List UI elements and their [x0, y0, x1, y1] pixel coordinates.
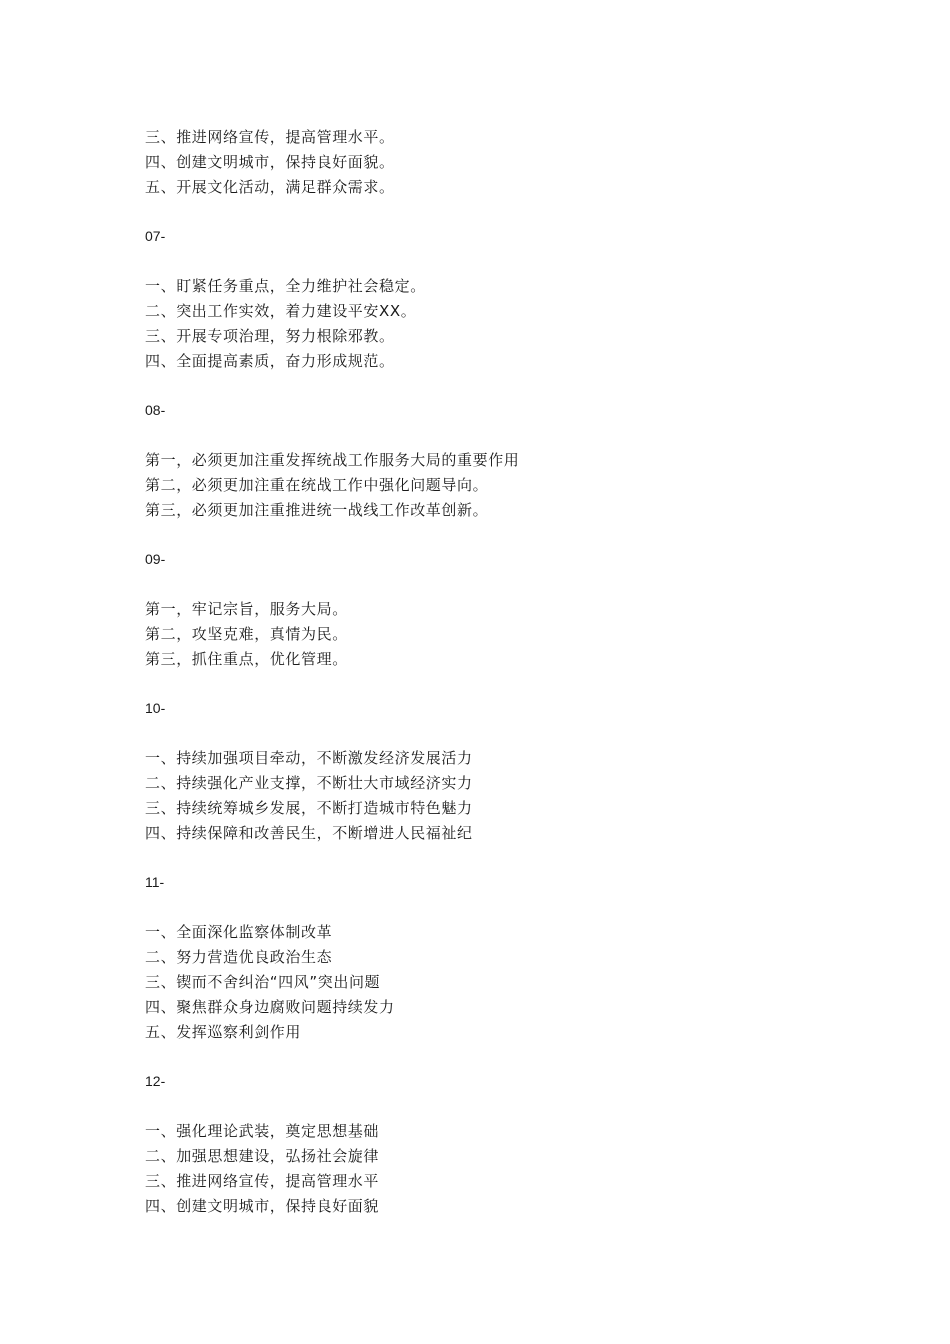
list-item: 三、锲而不舍纠治“四风”突出问题 — [145, 973, 381, 991]
list-item: 三、推进网络宣传，提高管理水平 — [145, 1172, 380, 1190]
list-item: 四、持续保障和改善民生，不断增进人民福祉纪 — [145, 824, 473, 842]
list-item: 二、加强思想建设，弘扬社会旋律 — [145, 1147, 380, 1165]
list-item: 第二，攻坚克难，真情为民。 — [145, 625, 348, 643]
list-item: 一、持续加强项目牵动，不断激发经济发展活力 — [145, 749, 473, 767]
section-heading: 09- — [145, 551, 166, 567]
list-item: 第一，必须更加注重发挥统战工作服务大局的重要作用 — [145, 451, 520, 469]
list-item: 四、创建文明城市，保持良好面貌 — [145, 1197, 380, 1215]
list-item: 一、全面深化监察体制改革 — [145, 923, 333, 941]
list-item: 第三，必须更加注重推进统一战线工作改革创新。 — [145, 501, 489, 519]
list-item: 三、推进网络宣传，提高管理水平。 — [145, 128, 395, 146]
list-item: 四、创建文明城市，保持良好面貌。 — [145, 153, 395, 171]
list-item: 二、突出工作实效，着力建设平安XX。 — [145, 302, 417, 320]
section-heading: 12- — [145, 1073, 166, 1089]
list-item: 二、持续强化产业支撑，不断壮大市域经济实力 — [145, 774, 473, 792]
section-heading: 10- — [145, 700, 166, 716]
list-item: 第三，抓住重点，优化管理。 — [145, 650, 348, 668]
list-item: 三、持续统筹城乡发展，不断打造城市特色魅力 — [145, 799, 473, 817]
section-heading: 07- — [145, 228, 166, 244]
list-item: 四、全面提高素质，奋力形成规范。 — [145, 352, 395, 370]
section-heading: 11- — [145, 874, 165, 890]
section-heading: 08- — [145, 402, 166, 418]
list-item: 五、开展文化活动，满足群众需求。 — [145, 178, 395, 196]
list-item: 第二，必须更加注重在统战工作中强化问题导向。 — [145, 476, 489, 494]
list-item: 一、强化理论武装，奠定思想基础 — [145, 1122, 380, 1140]
list-item: 三、开展专项治理，努力根除邪教。 — [145, 327, 395, 345]
list-item: 第一，牢记宗旨，服务大局。 — [145, 600, 348, 618]
list-item: 四、聚焦群众身边腐败问题持续发力 — [145, 998, 395, 1016]
list-item: 二、努力营造优良政治生态 — [145, 948, 333, 966]
list-item: 一、盯紧任务重点，全力维护社会稳定。 — [145, 277, 426, 295]
list-item: 五、发挥巡察利剑作用 — [145, 1023, 302, 1041]
